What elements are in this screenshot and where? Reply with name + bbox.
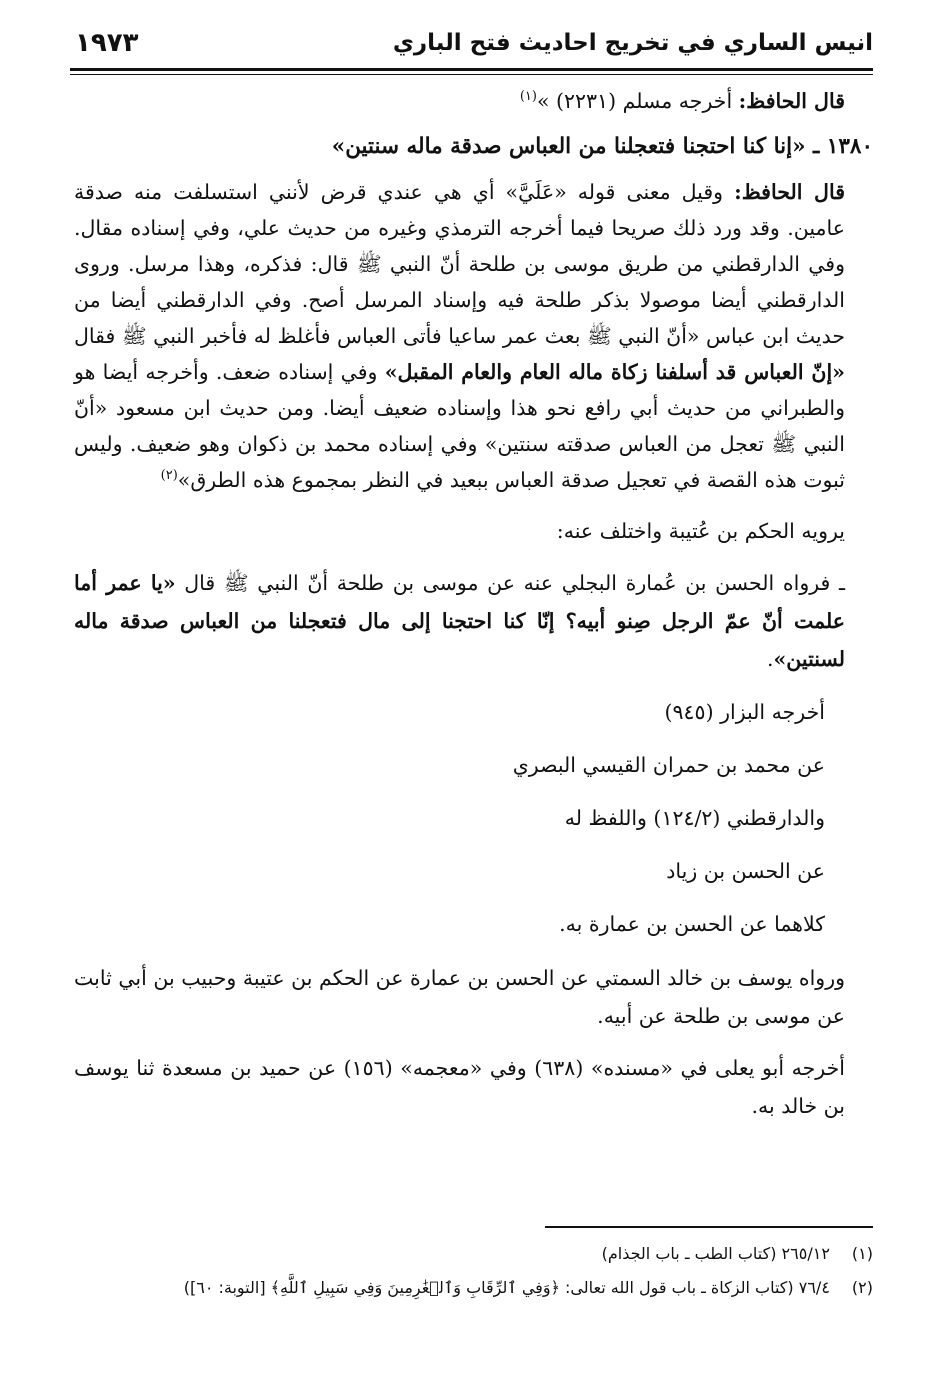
paragraph-narration-intro: يرويه الحكم بن عُتيبة واختلف عنه: — [556, 519, 845, 543]
takhrij-list — [74, 686, 873, 951]
footnote-mark: (٢) — [851, 1278, 873, 1297]
takhrij-line: والدارقطني (١٢٤/٢) واللفظ له — [564, 806, 825, 830]
takhrij-line: عن الحسن بن زياد — [666, 859, 825, 883]
footnote-ref-2: (٢) — [160, 468, 178, 484]
hadith-heading: ١٣٨٠ ـ «إنا كنا احتجنا فتعجلنا من العباس صدقة ماله سنتين» — [331, 134, 873, 159]
paragraph-narration-1: ـ فرواه الحسن بن عُمارة البجلي عنه عن موسى بن طلحة أنّ النبي ﷺ قال «يا عمر أما علمت أنّ عمّ الرجل صِنو أبيه؟ إنّا كنا احتجنا إلى مال فتعجلنا من العباس صدقة ماله لسنتين». — [74, 571, 845, 671]
header-rule-thick — [70, 68, 873, 71]
footnote-text: ٢٦٥/١٢ (كتاب الطب ـ باب الجذام) — [601, 1244, 830, 1263]
page-number: ١٩٧٣ — [75, 28, 139, 58]
takhrij-line: عن محمد بن حمران القيسي البصري — [512, 753, 825, 777]
running-header-title: انيس الساري في تخريج احاديث فتح الباري — [392, 30, 873, 56]
hafiz-label: قال الحافظ: — [738, 89, 845, 113]
footnote-1 — [74, 1237, 873, 1271]
paragraph-text: أخرجه مسلم (٢٢٣١) » — [536, 89, 733, 113]
paragraph-takhrij-abu-yala: أخرجه أبو يعلى في «مسنده» (٦٣٨) وفي «معجمه» (١٥٦) عن حميد بن مسعدة ثنا يوسف بن خالد به. — [74, 1056, 845, 1118]
hafiz-label: قال الحافظ: — [734, 180, 845, 204]
takhrij-line: أخرجه البزار (٩٤٥) — [664, 700, 825, 724]
narration-text: ـ فرواه الحسن بن عُمارة البجلي عنه عن موسى بن طلحة أنّ النبي ﷺ قال — [184, 571, 845, 595]
paragraph-hafiz-commentary — [74, 174, 873, 498]
header-rule-thin — [70, 74, 873, 75]
takhrij-line: كلاهما عن الحسن بن عمارة به. — [559, 912, 825, 936]
paragraph-narration-2: ورواه يوسف بن خالد السمتي عن الحسن بن عمارة عن الحكم بن عتيبة وحبيب بن أبي ثابت عن موسى بن طلحة عن أبيه. — [74, 966, 845, 1028]
footnotes — [74, 1237, 873, 1305]
commentary-quote-bold: «إنّ العباس قد أسلفنا زكاة ماله العام والعام المقبل» — [384, 360, 845, 384]
main-text — [74, 82, 873, 1125]
paragraph-hafiz-1 — [74, 82, 873, 120]
footnote-2 — [74, 1271, 873, 1305]
footnote-separator — [545, 1226, 873, 1228]
commentary-text-a: وقيل معنى قوله «عَلَيَّ» أي هي عندي قرض لأنني استسلفت منه صدقة عامين. وقد ورد ذلك صريحا فيما أخرجه الترمذي وغيره من حديث علي، وفي إسناده مقال. وفي الدارقطني من طريق موسى بن طلحة أنّ النبي ﷺ قال: فذكره، وهذا مرسل. وروى الدارقطني أيضا موصولا بذكر طلحة فيه وإسناد المرسل أصح. وفي الدارقطني أيضا من حديث ابن عباس «أنّ النبي ﷺ بعث عمر ساعيا فأتى العباس فأغلظ له فأخبر النبي ﷺ فقال — [74, 180, 845, 348]
footnote-mark: (١) — [851, 1244, 873, 1263]
commentary-text-c: وفي إسناده ضعف. وأخرجه أيضا هو والطبراني من حديث أبي رافع نحو هذا وإسناده ضعيف أيضا. ومن حديث ابن مسعود «أنّ النبي ﷺ تعجل من العباس صدقته سنتين» وفي إسناده محمد بن ذكوان وهو ضعيف. وليس ثبوت هذه القصة في تعجيل صدقة العباس ببعيد في النظر بمجموع هذه الطرق» — [74, 360, 845, 492]
footnote-text: ٧٦/٤ (كتاب الزكاة ـ باب قول الله تعالى: ﴿وَفِي ٱلرِّقَابِ وَٱلۡغَٰرِمِينَ وَفِي سَبِيلِ ٱللَّهِ﴾ [التوبة: ٦٠]) — [183, 1278, 830, 1297]
footnote-ref-1: (١) — [519, 89, 537, 105]
narration-matn-bold: «يا عمر أما علمت أنّ عمّ الرجل صِنو أبيه؟ إنّا كنا احتجنا إلى مال فتعجلنا من العباس صدقة ماله لسنتين» — [74, 571, 845, 671]
